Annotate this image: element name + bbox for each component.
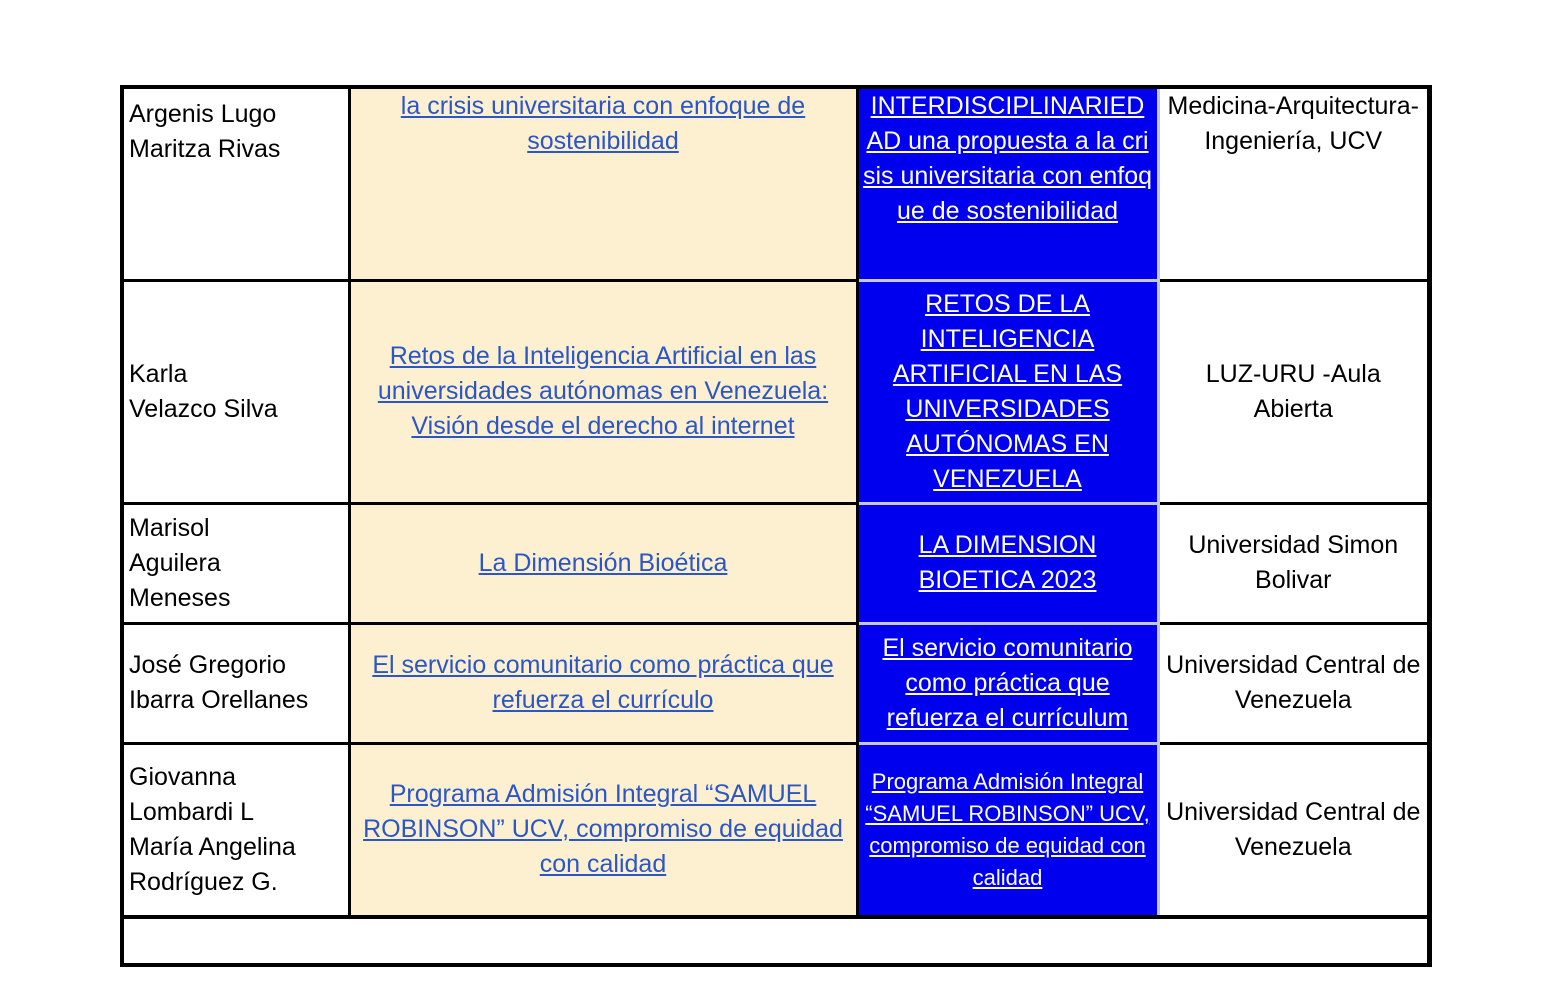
author-cell xyxy=(124,623,349,743)
title-cell xyxy=(349,280,857,503)
file-link[interactable]: LA DIMENSION BIOETICA 2023 xyxy=(918,531,1097,594)
institution-cell: LUZ-URU -Aula Abierta xyxy=(1158,280,1427,503)
author-name: Lombardi L xyxy=(129,797,255,826)
author-name: Argenis Lugo xyxy=(129,100,277,128)
author-cell xyxy=(124,280,349,503)
table-row xyxy=(124,743,1427,916)
file-cell xyxy=(857,280,1158,503)
author-name: Velazco Silva xyxy=(129,394,278,423)
title-cell xyxy=(349,623,857,743)
title-cell xyxy=(349,503,857,623)
author-cell xyxy=(124,743,349,916)
author-name: Meneses xyxy=(129,583,231,612)
file-cell xyxy=(857,89,1158,280)
file-link-text: INTERDISCIPLINARIEDAD una propuesta a la crisis universitaria con enfoque de sostenibilidad xyxy=(862,92,1153,225)
author-name: Giovanna xyxy=(129,762,237,791)
divider xyxy=(124,915,1427,919)
document-table-frame xyxy=(120,85,1432,967)
institution-cell: Universidad Central de Venezuela xyxy=(1158,623,1427,743)
author-name: Rodríguez G. xyxy=(129,867,278,896)
institution-cell: Universidad Simon Bolivar xyxy=(1158,503,1427,623)
file-link[interactable]: RETOS DE LA INTELIGENCIA ARTIFICIAL EN LAS UNIVERSIDADES AUTÓNOMAS EN VENEZUELA xyxy=(892,289,1123,493)
author-name: Ibarra Orellanes xyxy=(129,686,309,714)
file-cell xyxy=(857,623,1158,743)
file-link[interactable] xyxy=(863,89,1153,229)
title-link[interactable]: La Dimensión Bioética xyxy=(478,548,728,577)
author-name: Aguilera xyxy=(129,548,221,577)
institution-cell: Universidad Central de Venezuela xyxy=(1158,743,1427,916)
table-row xyxy=(124,623,1427,743)
file-cell xyxy=(857,503,1158,623)
author-cell xyxy=(124,89,349,280)
author-name: María Angelina xyxy=(129,832,296,861)
title-link[interactable]: Retos de la Inteligencia Artificial en las universidades autónomas en Venezuela: Visión desde el derecho al internet xyxy=(377,342,829,440)
title-link[interactable]: la crisis universitaria con enfoque de sostenibilidad xyxy=(400,92,806,155)
institution-cell: Medicina-Arquitectura-Ingeniería, UCV xyxy=(1158,89,1427,280)
file-link[interactable]: Programa Admisión Integral “SAMUEL ROBINSON” UCV, compromiso de equidad con calidad xyxy=(865,768,1150,890)
title-link[interactable]: El servicio comunitario como práctica que refuerza el currículo xyxy=(372,651,834,714)
table-row xyxy=(124,89,1427,280)
author-name: José Gregorio xyxy=(129,651,287,679)
title-cell xyxy=(349,89,857,280)
author-name: Maritza Rivas xyxy=(129,135,281,163)
empty-row xyxy=(124,919,1427,964)
file-cell xyxy=(857,743,1158,916)
papers-table xyxy=(124,89,1427,918)
author-cell xyxy=(124,503,349,623)
author-name: Karla xyxy=(129,359,188,388)
title-cell xyxy=(349,743,857,916)
file-link[interactable]: El servicio comunitario como práctica que refuerza el currículum xyxy=(882,633,1133,732)
table-row xyxy=(124,503,1427,623)
author-name: Marisol xyxy=(129,513,210,542)
table-row xyxy=(124,280,1427,503)
title-link[interactable]: Programa Admisión Integral “SAMUEL ROBINSON” UCV, compromiso de equidad con calidad xyxy=(363,780,843,878)
